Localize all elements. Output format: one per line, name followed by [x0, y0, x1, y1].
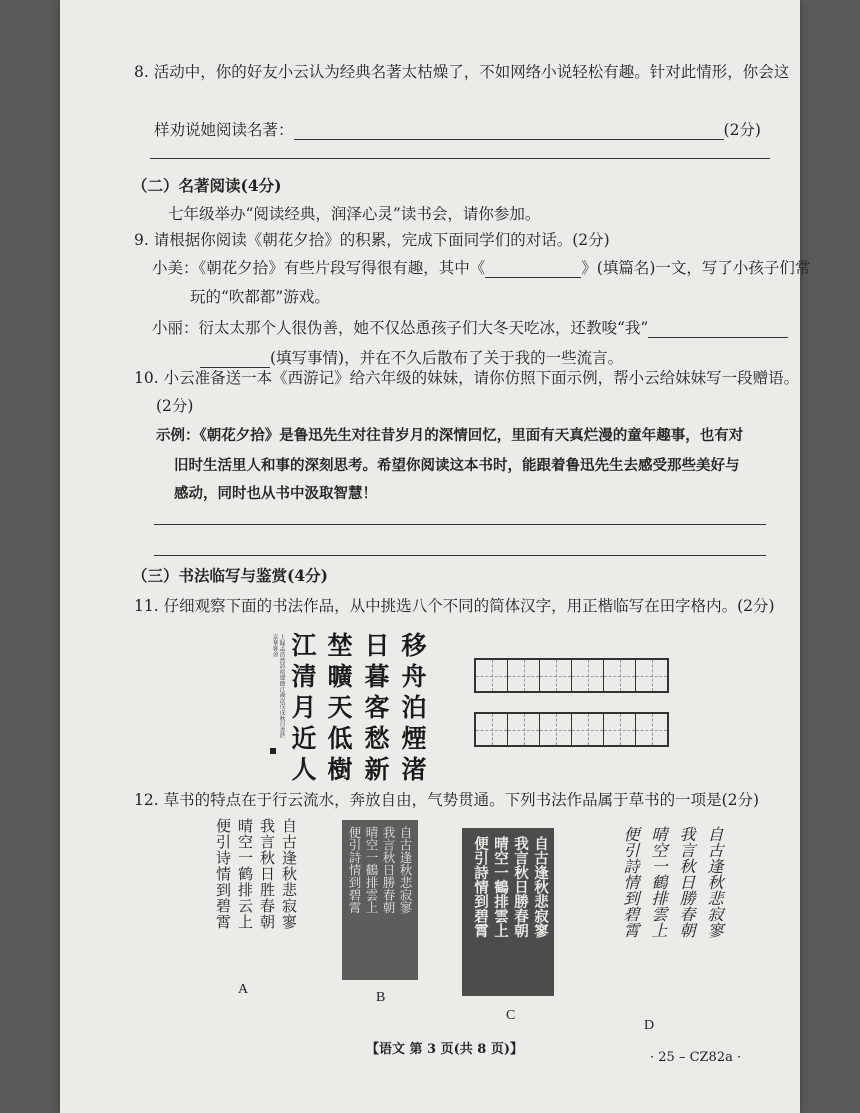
tianzige-cell[interactable] [540, 660, 572, 691]
q10-score: (2分) [156, 397, 194, 415]
q10-example-2: 旧时生活里人和事的深刻思考。希望你阅读这本书时，能跟着鲁迅先生去感受那些美好与 [174, 457, 740, 474]
tianzige-cell[interactable] [476, 714, 508, 745]
option-b-label: B [376, 990, 386, 1005]
q12-stem: 12. 草书的特点在于行云流水，奔放自由，气势贯通。下列书法作品属于草书的一项是(2分) [134, 791, 760, 809]
tianzige-cell[interactable] [508, 714, 540, 745]
tianzige-cell[interactable] [604, 660, 636, 691]
tianzige-cell[interactable] [636, 660, 667, 691]
calligraphy-col-3: 埜曠天低樹 [324, 632, 353, 787]
paper-code: · 25 – CZ82a · [650, 1050, 742, 1065]
calligraphy-inscription: 上録孟浩然詩宿建德江歲次戊戌秋日書於京華客舍 [271, 634, 284, 739]
page-footer: 【语文 第 3 页(共 8 页)】 [366, 1042, 524, 1057]
tianzige-row-1[interactable] [474, 658, 669, 693]
q8-answer-blank[interactable] [294, 123, 724, 140]
calligraphy-col-1: 移舟泊煙渚 [398, 632, 427, 787]
tianzige-cell[interactable] [636, 714, 667, 745]
option-c-label: C [506, 1008, 516, 1023]
option-d-label: D [644, 1018, 655, 1033]
q11-stem: 11. 仔细观察下面的书法作品，从中挑选八个不同的简体汉字，用正楷临写在田字格内。(2分) [134, 597, 775, 615]
tianzige-cell[interactable] [508, 660, 540, 691]
tianzige-cell[interactable] [572, 714, 604, 745]
q9-xiaomei-cont: 玩的“吹都都”游戏。 [190, 288, 330, 306]
q9-event-blank[interactable] [648, 321, 788, 338]
calligraphy-col-4: 江清月近人 [288, 632, 317, 787]
q10-answer-line-2[interactable] [154, 555, 766, 556]
red-seal-icon [270, 748, 276, 754]
section3-heading: （三）书法临写与鉴赏(4分) [132, 566, 328, 585]
calligraphy-col-2: 日暮客愁新 [361, 632, 390, 787]
exam-page: 8. 活动中，你的好友小云认为经典名著太枯燥了，不如网络小说轻松有趣。针对此情形，你会这 样劝说她阅读名著： (2分) （二）名著阅读(4分) 七年级举办“阅读经典，润泽心灵”读书会，请你参加。 9. 请根据你阅读《朝花夕拾》的积累，完成下面同学们的对话。(2分) 小美：《朝花夕拾》有些片段写得很有趣，其中《 》(填篇名)一文，写了小孩子们常 玩的“吹都都”游戏。 小丽：衍太太那个人很伪善，她不仅怂恿孩子们大冬天吃冰，还教唆“我” (填写事情)，并在不久后散布了关于我的一些流言。 10. 小云准备送一本《西游记》给六年级的妹妹，请你仿照下面示例，帮小云给妹妹写一段赠语。 (2分) 示例：《朝花夕拾》是鲁迅先生对往昔岁月的深情回忆，里面有天真烂漫的童年趣事，也有对 旧时生活里人和事的深刻思考。希望你阅读这本书时，能跟着鲁迅先生去感受那些美好与 感动，同时也从书中汲取智慧！ （三）书法临写与鉴赏(4分) 11. 仔细观察下面的书法作品，从中挑选八个不同的简体汉字，用正楷临写在田字格内。(2分) 移舟泊煙渚 日暮客愁新 埜曠天低樹 江清月近人 上録孟浩然詩宿建德江歲次戊戌秋日書於京華客舍 12. 草书的特点在于行云流水，奔放自由，气势贯通。下列书法作品属于草书的一项是(2分) 自古逢秋悲寂寥 我言秋日胜春朝 晴空一鹤排云上 便引诗情到碧霄 A 自古逢秋悲寂寥 我言秋日勝春朝 晴空一鶴排雲上 便引詩情到碧霄 B 自古逢秋悲寂寥 我言秋日勝春朝 晴空一鶴排雲上 便引詩情到碧霄 C 自古逢秋悲寂寥 我言秋日勝春朝 晴空一鶴排雲上 便引詩情到碧霄 D 【语文 第 3 页(共 8 页)】 · 25 – CZ82a · [60, 0, 800, 1113]
q9-xiaoli: 小丽：衍太太那个人很伪善，她不仅怂恿孩子们大冬天吃冰，还教唆“我” [152, 318, 788, 338]
q8-line2 [154, 120, 761, 140]
section2-heading: （二）名著阅读(4分) [132, 176, 282, 195]
q9-xiaomei: 小美：《朝花夕拾》有些片段写得很有趣，其中《 》(填篇名)一文，写了小孩子们常 [152, 259, 811, 277]
q9-stem: 9. 请根据你阅读《朝花夕拾》的积累，完成下面同学们的对话。(2分) [134, 231, 610, 249]
q8-answer-line[interactable] [150, 158, 770, 159]
q10-example-1: 示例：《朝花夕拾》是鲁迅先生对往昔岁月的深情回忆，里面有天真烂漫的童年趣事，也有对 [156, 427, 744, 444]
q8-score: (2分) [723, 121, 761, 139]
q8-prefix: 样劝说她阅读名著： [154, 121, 294, 139]
tianzige-cell[interactable] [604, 714, 636, 745]
q9-xiaoli-cont: (填写事情)，并在不久后散布了关于我的一些流言。 [200, 348, 623, 368]
tianzige-cell[interactable] [572, 660, 604, 691]
section2-intro: 七年级举办“阅读经典，润泽心灵”读书会，请你参加。 [168, 205, 541, 223]
q9-event-blank-2[interactable] [200, 351, 270, 368]
tianzige-cell[interactable] [540, 714, 572, 745]
tianzige-cell[interactable] [476, 660, 508, 691]
q9-title-blank[interactable] [485, 261, 581, 278]
q10-example-3: 感动，同时也从书中汲取智慧！ [174, 485, 377, 502]
tianzige-row-2[interactable] [474, 712, 669, 747]
q10-stem: 10. 小云准备送一本《西游记》给六年级的妹妹，请你仿照下面示例，帮小云给妹妹写一段赠语。 [134, 369, 800, 387]
q10-answer-line-1[interactable] [154, 524, 766, 525]
option-a-label: A [238, 982, 249, 997]
q8-line1: 8. 活动中，你的好友小云认为经典名著太枯燥了，不如网络小说轻松有趣。针对此情形，你会这 [134, 63, 790, 81]
